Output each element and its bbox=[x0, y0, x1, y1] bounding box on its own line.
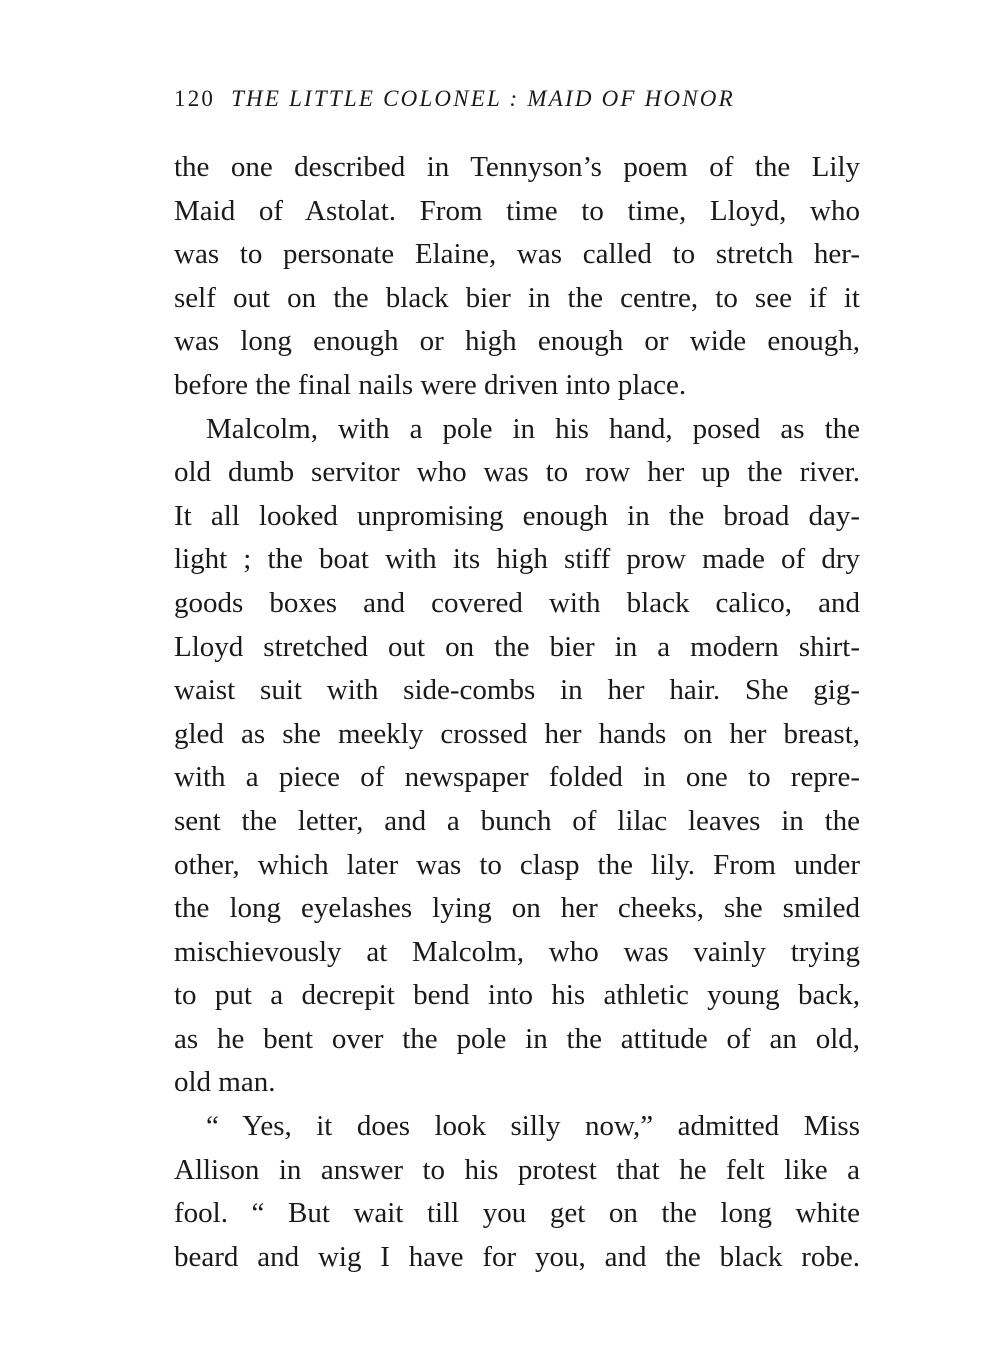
text-line: old man. bbox=[174, 1066, 276, 1099]
text-line: sent the letter, and a bunch of lilac leaves in the bbox=[174, 804, 860, 837]
text-line: light ; the boat with its high stiff prow made of dry bbox=[174, 543, 860, 576]
text-line: self out on the black bier in the centre, to see if it bbox=[174, 281, 860, 314]
text-line: Allison in answer to his protest that he felt like a bbox=[174, 1153, 860, 1186]
text-line: old dumb servitor who was to row her up the river. bbox=[174, 456, 860, 489]
body-text bbox=[174, 146, 860, 1279]
running-header bbox=[174, 86, 735, 112]
text-line: other, which later was to clasp the lily. From under bbox=[174, 848, 860, 881]
text-line: the long eyelashes lying on her cheeks, she smiled bbox=[174, 892, 860, 925]
text-line: fool. “ But wait till you get on the long white bbox=[174, 1197, 860, 1230]
text-line: It all looked unpromising enough in the broad day- bbox=[174, 499, 860, 532]
text-line: beard and wig I have for you, and the black robe. bbox=[174, 1240, 860, 1273]
text-line: waist suit with side-combs in her hair. She gig- bbox=[174, 674, 860, 707]
text-line: was to personate Elaine, was called to stretch her- bbox=[174, 238, 860, 271]
page-number: 120 bbox=[174, 86, 216, 111]
running-title: THE LITTLE COLONEL : MAID OF HONOR bbox=[231, 86, 735, 111]
text-line: Malcolm, with a pole in his hand, posed as the bbox=[206, 412, 860, 445]
text-line: gled as she meekly crossed her hands on her breast, bbox=[174, 717, 860, 750]
text-line: to put a decrepit bend into his athletic young back, bbox=[174, 979, 860, 1012]
text-line: mischievously at Malcolm, who was vainly trying bbox=[174, 935, 860, 968]
text-line: the one described in Tennyson’s poem of the Lily bbox=[174, 151, 860, 183]
text-line: before the final nails were driven into place. bbox=[174, 368, 687, 401]
text-line: goods boxes and covered with black calico, and bbox=[174, 586, 860, 619]
text-line: was long enough or high enough or wide enough, bbox=[174, 325, 860, 358]
text-line: “ Yes, it does look silly now,” admitted Miss bbox=[206, 1110, 860, 1143]
text-line: with a piece of newspaper folded in one to repre- bbox=[174, 761, 860, 794]
text-line: Lloyd stretched out on the bier in a modern shirt- bbox=[174, 630, 860, 663]
text-line: as he bent over the pole in the attitude of an old, bbox=[174, 1022, 860, 1055]
text-line: Maid of Astolat. From time to time, Lloyd, who bbox=[174, 194, 860, 227]
